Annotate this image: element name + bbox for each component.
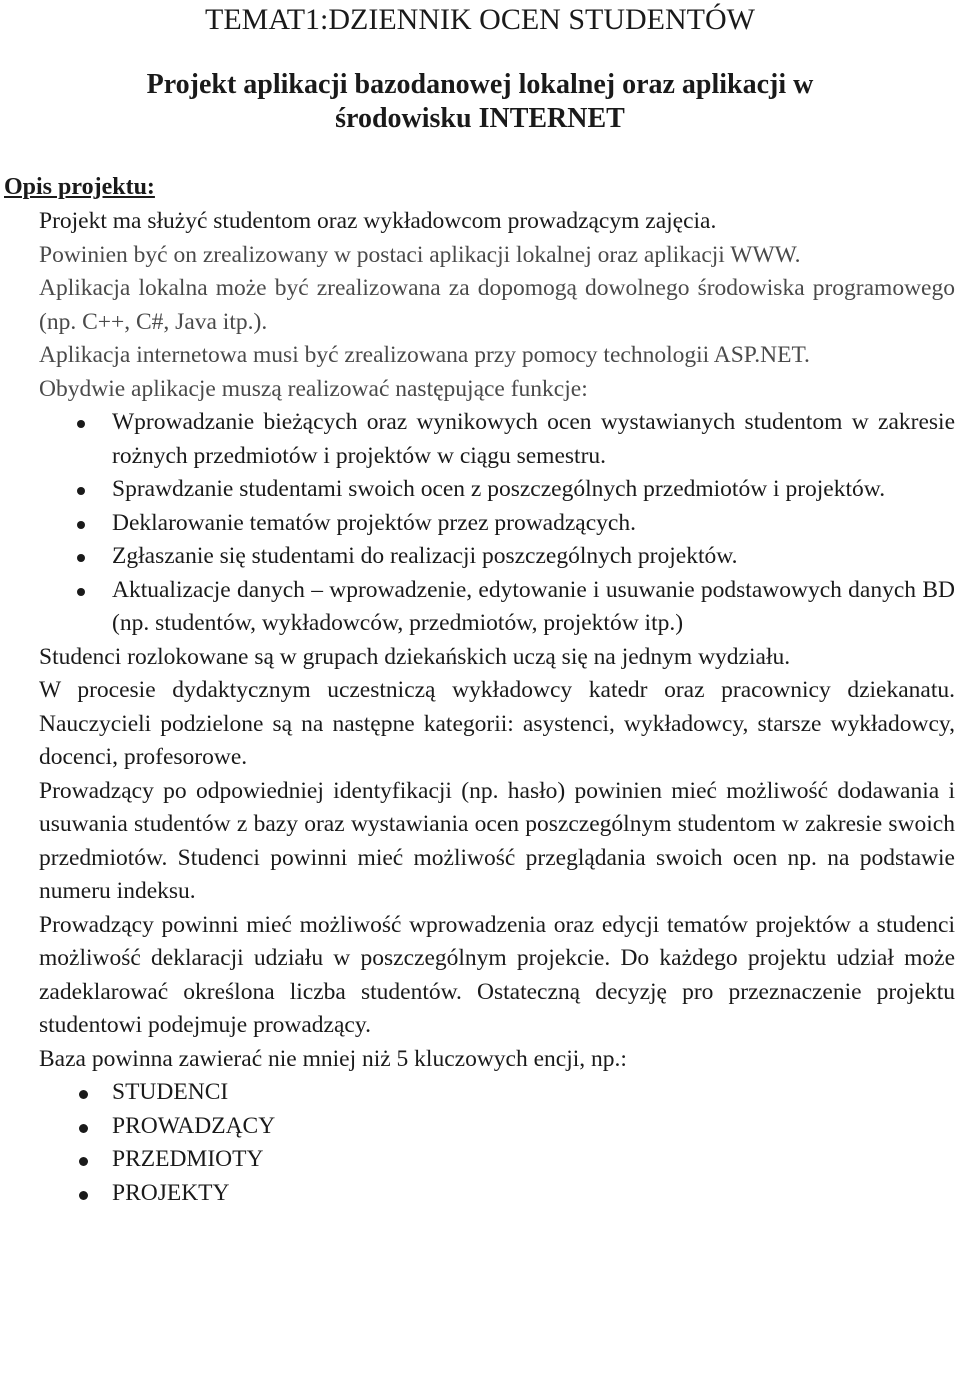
bullet-icon: [79, 1191, 88, 1200]
list-item: [39, 406, 955, 473]
entity-name: STUDENCI: [112, 1079, 229, 1105]
bullet-icon: [79, 1090, 88, 1099]
paragraph-teachers: W procesie dydaktycznym uczestniczą wykładowcy katedr oraz pracownicy dziekanatu. Nauczycieli podzielone są na następne kategorii: asystenci, wykładowcy, starsze wykładowcy, docenci, profesorowe.: [39, 677, 955, 770]
paragraph-grading: Prowadzący po odpowiedniej identyfikacji (np. hasło) powinien mieć możliwość dodawania i usuwania studentów z bazy oraz wystawiania ocen poszczególnym studentom w zakresie swoich przedmiotów. Studenci powinni mieć możliwość przeglądania swoich ocen np. na podstawie numeru indeksu.: [39, 777, 955, 904]
list-item: [39, 1076, 955, 1110]
entity-name: PROJEKTY: [112, 1179, 230, 1206]
list-item: [39, 473, 955, 507]
list-item-text: Sprawdzanie studentami swoich ocen z poszczególnych przedmiotów i projektów.: [112, 476, 886, 502]
paragraph-groups: Studenci rozlokowane są w grupach dziekańskich uczą się na jednym wydziału.: [39, 643, 791, 670]
bullet-icon: [77, 554, 85, 562]
list-item: [39, 1177, 955, 1211]
entity-name: PROWADZĄCY: [112, 1112, 276, 1139]
entity-name: PRZEDMIOTY: [112, 1146, 264, 1172]
list-item: [39, 574, 955, 641]
list-item-text: Zgłaszanie się studentami do realizacji poszczególnych projektów.: [112, 543, 738, 569]
bullet-icon: [79, 1124, 88, 1133]
bullet-icon: [79, 1157, 88, 1166]
document-body: [39, 205, 955, 1210]
section-heading: Opis projektu:: [4, 174, 155, 200]
list-item: [39, 1143, 955, 1177]
entities-list: [39, 1076, 955, 1210]
intro-paragraph-2: Powinien być on zrealizowany w postaci aplikacji lokalnej oraz aplikacji WWW.: [39, 241, 801, 268]
document-title: TEMAT1:DZIENNIK OCEN STUDENTÓW: [205, 3, 755, 36]
intro-paragraph-4: Aplikacja internetowa musi być zrealizowana przy pomocy technologii ASP.NET.: [39, 342, 810, 368]
functions-list: [39, 406, 955, 641]
paragraph-projects: Prowadzący powinni mieć możliwość wprowadzenia oraz edycji tematów projektów a studenci możliwość deklaracji udziału w poszczególnym projekcie. Do każdego projektu udział może zadeklarować określona liczba studentów. Ostateczną decyzję pro przeznaczenie projektu studentowi podejmuje prowadzący.: [39, 911, 955, 1038]
list-item-text: Aktualizacje danych – wprowadzenie, edytowanie i usuwanie podstawowych danych BD (np. studentów, wykładowców, przedmiotów, projektów itp.): [112, 576, 955, 636]
bullet-icon: [77, 420, 85, 428]
bullet-icon: [77, 521, 85, 529]
paragraph-entities-intro: Baza powinna zawierać nie mniej niż 5 kluczowych encji, np.:: [39, 1045, 627, 1072]
intro-paragraph-1: Projekt ma służyć studentom oraz wykładowcom prowadzącym zajęcia.: [39, 208, 717, 234]
document-subtitle: [0, 68, 960, 136]
list-item: [39, 540, 955, 574]
intro-paragraph-5: Obydwie aplikacje muszą realizować następujące funkcje:: [39, 375, 588, 402]
bullet-icon: [77, 487, 85, 495]
subtitle-line-2: środowisku INTERNET: [335, 103, 625, 134]
intro-paragraph-3: Aplikacja lokalna może być zrealizowana za dopomogą dowolnego środowiska programowego (np. C++, C#, Java itp.).: [39, 275, 955, 335]
list-item-text: Wprowadzanie bieżących oraz wynikowych ocen wystawianych studentom w zakresie rożnych przedmiotów i projektów w ciągu semestru.: [112, 409, 955, 469]
list-item-text: Deklarowanie tematów projektów przez prowadzących.: [112, 509, 636, 536]
subtitle-line-1: Projekt aplikacji bazodanowej lokalnej oraz aplikacji w: [146, 69, 814, 100]
bullet-icon: [77, 588, 85, 596]
list-item: [39, 1110, 955, 1144]
list-item: [39, 507, 955, 541]
